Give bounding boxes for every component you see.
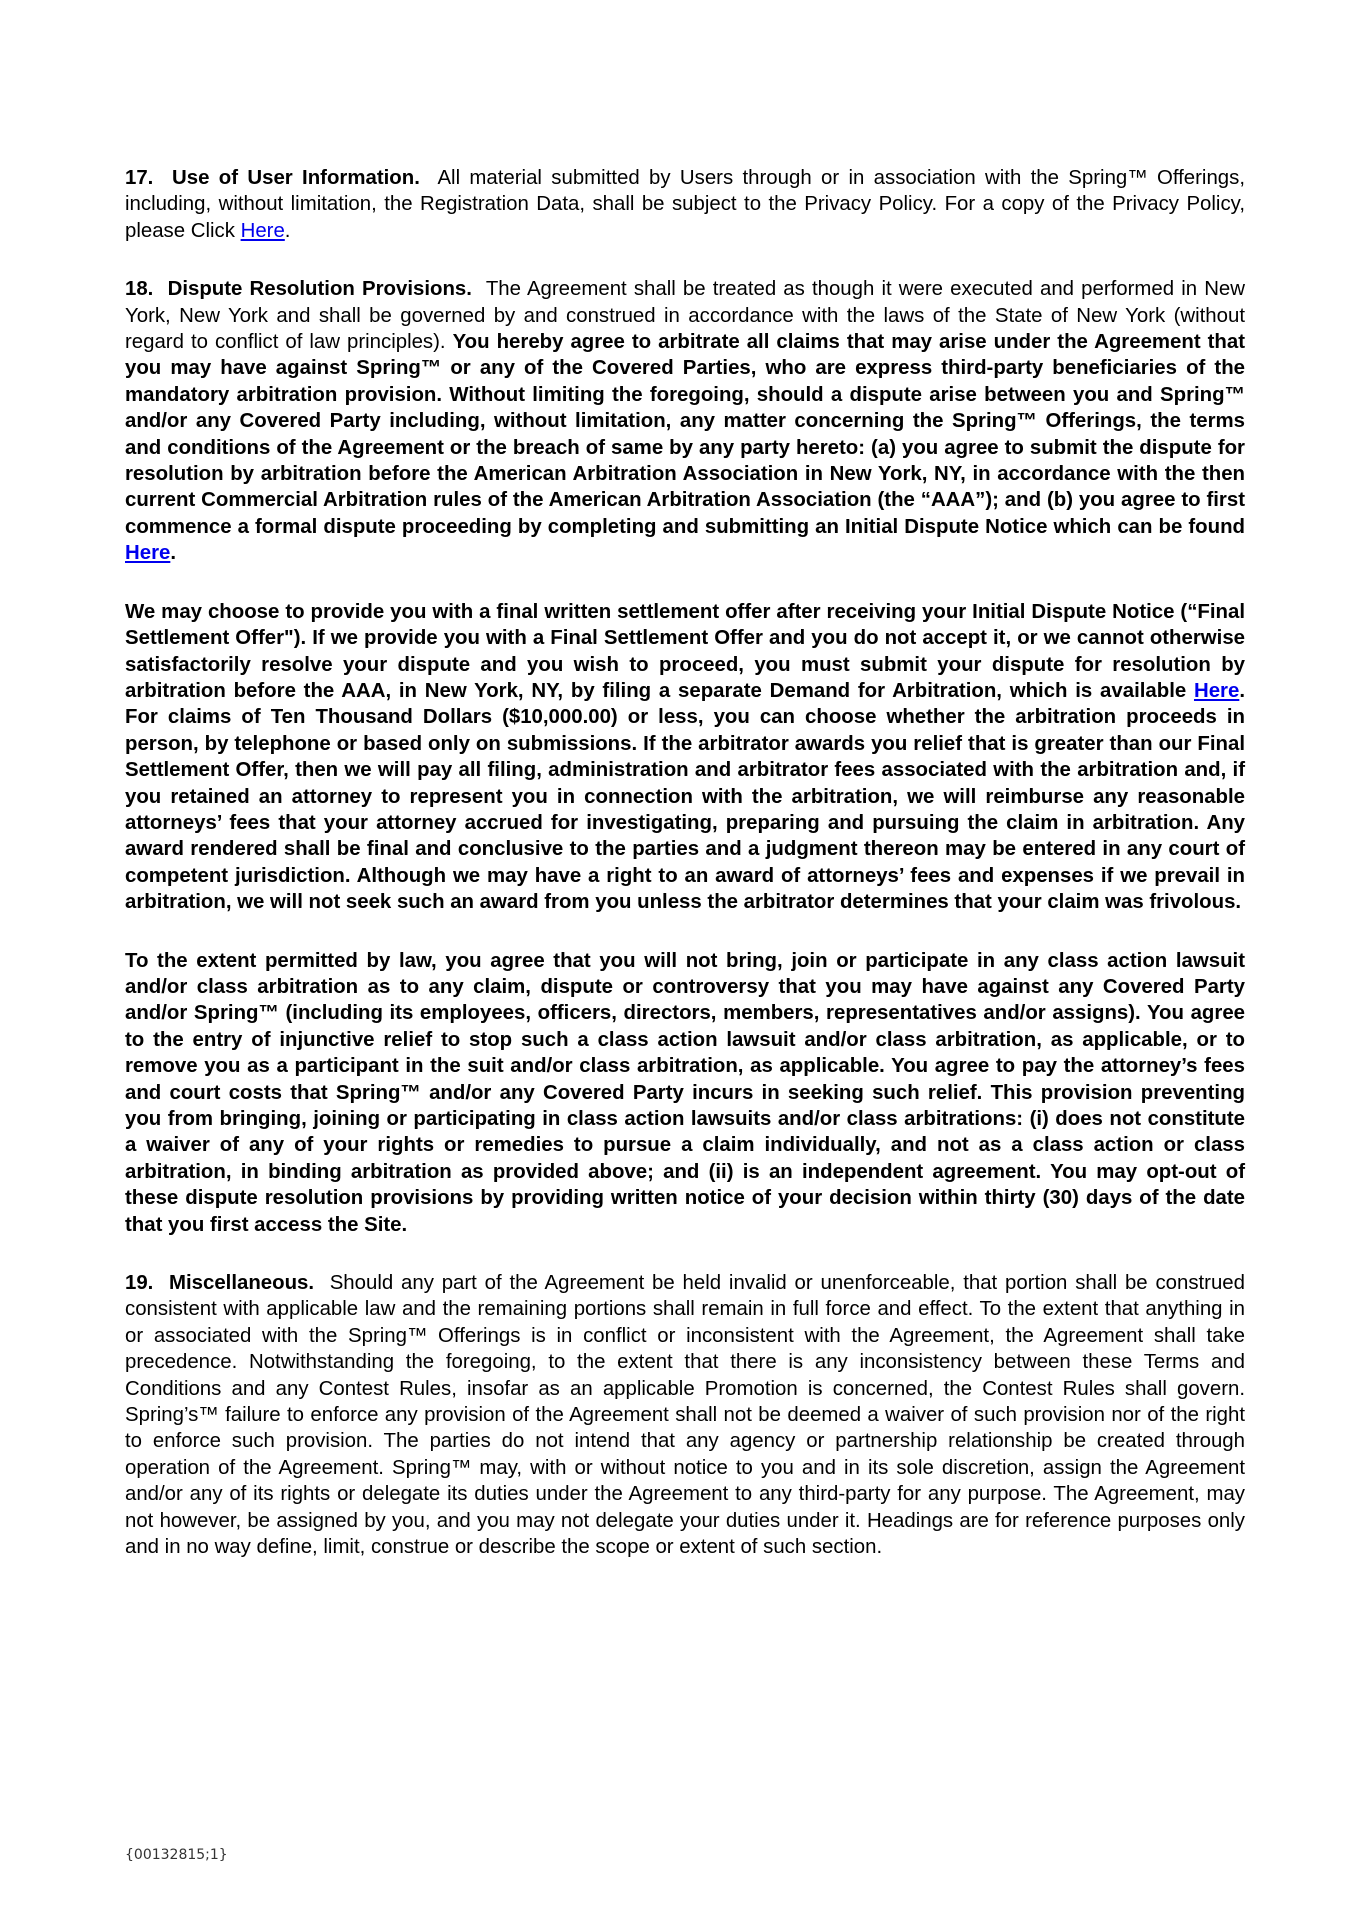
- document-body: [125, 165, 1245, 1593]
- document-id-footer: {00132815;1}: [125, 1847, 228, 1863]
- settlement-text: We may choose to provide you with a final written settlement offer after receiving your Initial Dispute Notice (“Final Settlement Offer"). If we provide you with a Final Settlement Offer and you do not accept it, or we cannot otherwise satisfactorily resolve your dispute and you wish to proceed, you must submit your dispute for resolution by arbitration before the AAA, in New York, NY, by filing a separate Demand for Arbitration, which is available: [125, 600, 1245, 702]
- section-number: 17.: [125, 167, 154, 189]
- section-19: [125, 1270, 1245, 1560]
- section-text: All material submitted by Users through or in association with the Spring™ Offerings, including, without limitation, the Registration Data, shall be subject to the Privacy Policy. For a copy of the Privacy Policy, please Click: [125, 167, 1246, 242]
- arbitration-clause: You hereby agree to arbitrate all claims that may arise under the Agreement that you may have against Spring™ or any of the Covered Parties, who are express third-party beneficiaries of the mandatory arbitration provision. Without limiting the foregoing, should a dispute arise between you and Spring™ and/or any Covered Party including, without limitation, any matter concerning the Spring™ Offerings, the terms and conditions of the Agreement or the breach of same by any party hereto: (a) you agree to submit the dispute for resolution by arbitration before the American Arbitration Association in New York, NY, in accordance with the then current Commercial Arbitration rules of the American Arbitration Association (the “AAA”); and (b) you agree to first commence a formal dispute proceeding by completing and submitting an Initial Dispute Notice which can be found: [125, 331, 1245, 538]
- section-17: [125, 165, 1245, 244]
- demand-for-arbitration-link[interactable]: Here: [1193, 679, 1240, 702]
- section-number: 18.: [125, 278, 154, 301]
- settlement-paragraph: [125, 599, 1245, 916]
- section-text: The Agreement shall be treated as though it were executed and performed in New York, New York and shall be governed by and construed in accordance with the laws of the State of New York (without regard to conflict of law principles).: [125, 278, 1245, 354]
- section-text: Should any part of the Agreement be held invalid or unenforceable, that portion shall be construed consistent with applicable law and the remaining portions shall remain in full force and effect. To the extent that anything in or associated with the Spring™ Offerings is in conflict or inconsistent with the Agreement, the Agreement shall take precedence. Notwithstanding the foregoing, to the extent that there is any inconsistency between these Terms and Conditions and any Contest Rules, insofar as an applicable Promotion is concerned, the Contest Rules shall govern. Spring’s™ failure to enforce any provision of the Agreement shall not be deemed a waiver of such provision nor of the right to enforce such provision. The parties do not intend that any agency or partnership relationship be created through operation of the Agreement. Spring™ may, with or without notice to you and in its sole discretion, assign the Agreement and/or any of its rights or delegate its duties under the Agreement to any third-party for any purpose. The Agreement, may not however, be assigned by you, and you may not delegate your duties under it. Headings are for reference purposes only and in no way define, limit, construe or describe the scope or extent of such section.: [125, 1272, 1245, 1559]
- section-text-end: .: [170, 542, 177, 565]
- section-heading: Miscellaneous.: [169, 1272, 315, 1295]
- class-action-paragraph: To the extent permitted by law, you agree that you will not bring, join or participate in any class action lawsuit and/or class arbitration as to any claim, dispute or controversy that you may have against any Covered Party and/or Spring™ (including its employees, officers, directors, members, representatives and/or assigns). You agree to the entry of injunctive relief to stop such a class action lawsuit and/or class arbitration, as applicable, or to remove you as a participant in the suit and/or class arbitration, as applicable. You agree to pay the attorney’s fees and court costs that Spring™ and/or any Covered Party incurs in seeking such relief. This provision preventing you from bringing, joining or participating in class action lawsuits and/or class arbitrations: (i) does not constitute a waiver of any of your rights or remedies to pursue a claim individually, and not as a class action or class arbitration, in binding arbitration as provided above; and (ii) is an independent agreement. You may opt-out of these dispute resolution provisions by providing written notice of your decision within thirty (30) days of the date that you first access the Site.: [125, 949, 1245, 1236]
- section-heading: Use of User Information.: [172, 167, 420, 189]
- section-18: [125, 276, 1245, 566]
- privacy-policy-link[interactable]: Here: [240, 219, 285, 242]
- section-heading: Dispute Resolution Provisions.: [167, 278, 472, 301]
- section-number: 19.: [125, 1272, 154, 1295]
- initial-dispute-notice-link[interactable]: Here: [125, 542, 171, 565]
- settlement-text-end: . For claims of Ten Thousand Dollars ($10,000.00) or less, you can choose whether the arbitration proceeds in person, by telephone or based only on submissions. If the arbitrator awards you relief that is greater than our Final Settlement Offer, then we will pay all filing, administration and arbitrator fees associated with the arbitration and, if you retained an attorney to represent you in connection with the arbitration, we will reimburse any reasonable attorneys’ fees that your attorney accrued for investigating, preparing and pursuing the claim in arbitration. Any award rendered shall be final and conclusive to the parties and a judgment thereon may be entered in any court of competent jurisdiction. Although we may have a right to an award of attorneys’ fees and expenses if we prevail in arbitration, we will not seek such an award from you unless the arbitrator determines that your claim was frivolous.: [125, 679, 1245, 914]
- section-text-end: .: [284, 219, 291, 242]
